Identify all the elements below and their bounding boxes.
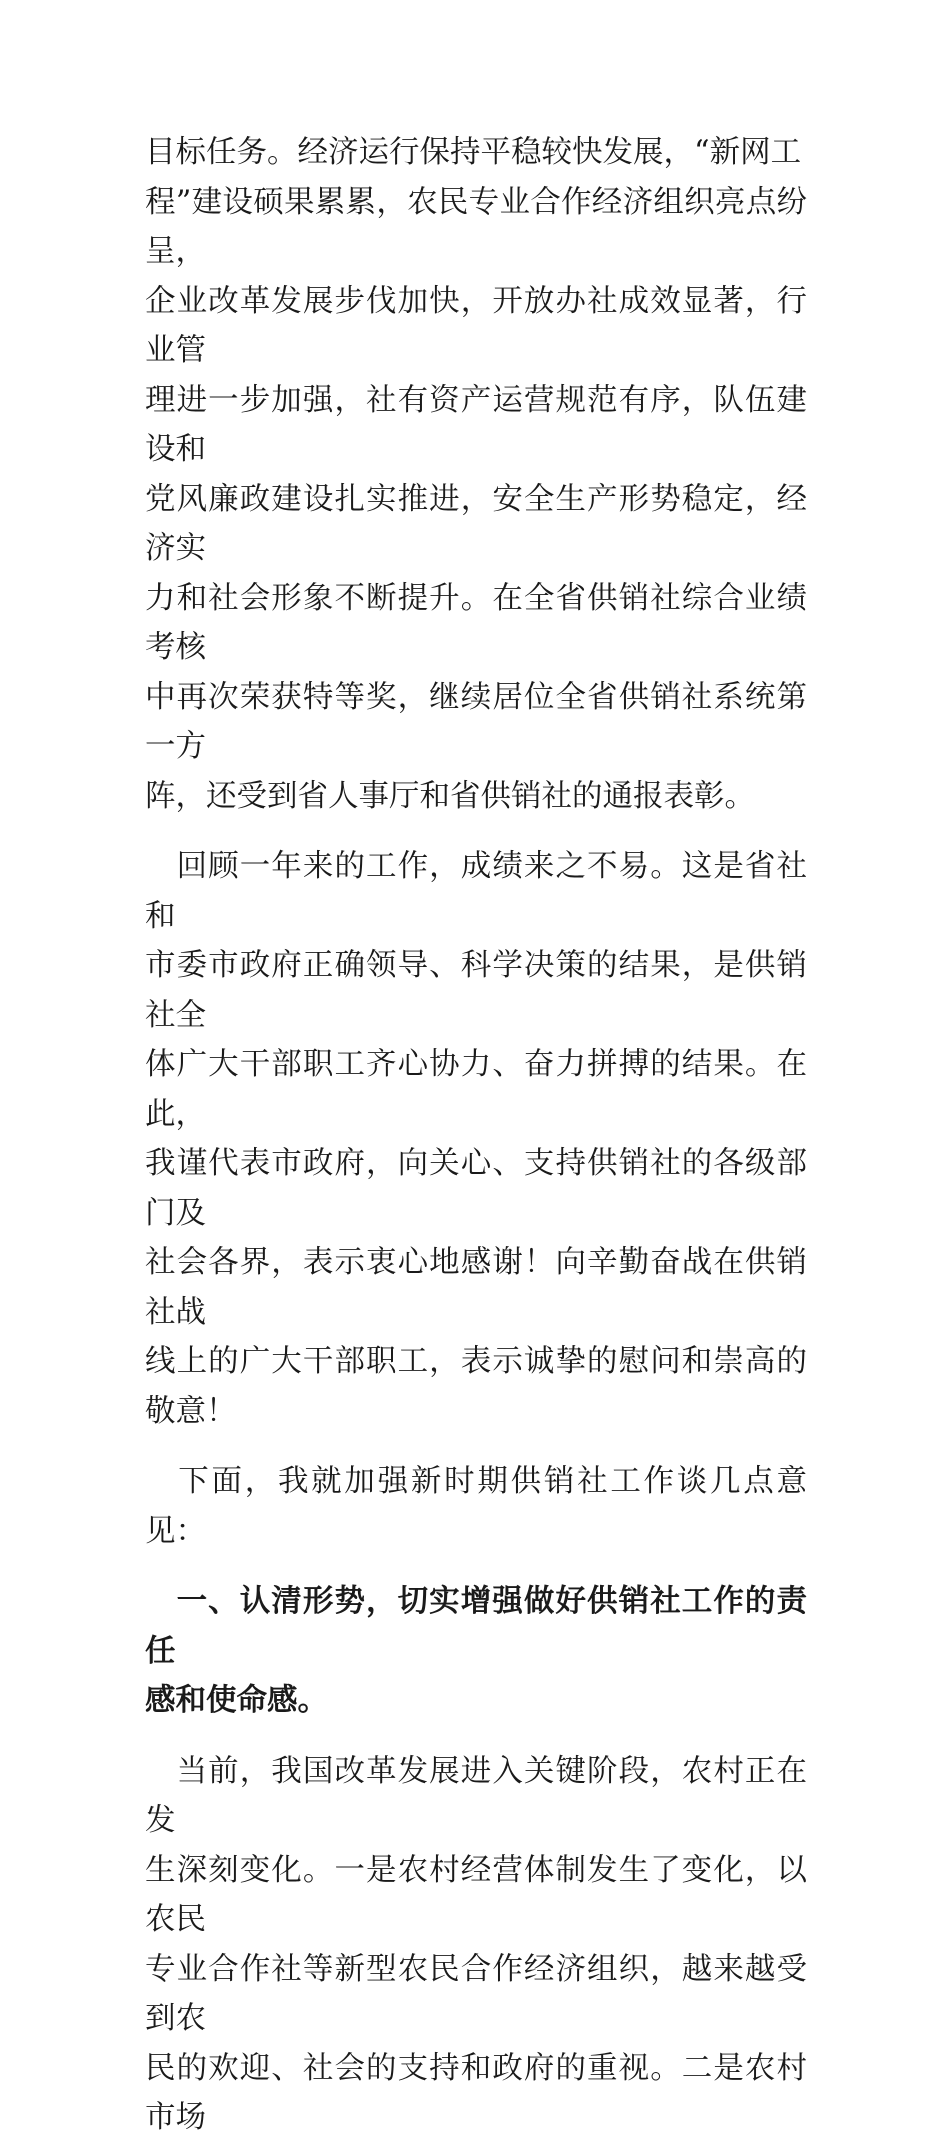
paragraph-acknowledgement: 回顾一年来的工作，成绩来之不易。这是省社和 市委市政府正确领导、科学决策的结果，是供销社全 体广大干部职工齐心协力、奋力拼搏的结果。在此， 我谨代表市政府，向关心、支持供销社的各级部门及 社会各界，表示衷心地感谢！向辛勤奋战在供销社战 线上的广大干部职工，表示诚挚的慰问和崇高的敬意！ <box>145 849 807 1429</box>
paragraph-intro: 下面，我就加强新时期供销社工作谈几点意见： <box>145 1464 807 1549</box>
section-heading: 一、认清形势，切实增强做好供销社工作的责任 感和使命感。 <box>145 1584 807 1718</box>
document-body <box>145 128 807 2143</box>
paragraph-situation: 当前，我国改革发展进入关键阶段，农村正在发 生深刻变化。一是农村经营体制发生了变化，以农民 专业合作社等新型农民合作经济组织，越来越受到农 民的欢迎、社会的支持和政府的重视。二是农村市场 <box>145 1753 807 2135</box>
paragraph-achievements: 目标任务。经济运行保持平稳较快发展，“新网工 程”建设硕果累累，农民专业合作经济组织亮点纷呈， 企业改革发展步伐加快，开放办社成效显著，行业管 理进一步加强，社有资产运营规范有序，队伍建设和 党风廉政建设扎实推进，安全生产形势稳定，经济实 力和社会形象不断提升。在全省供销社综合业绩考核 中再次荣获特等奖，继续居位全省供销社系统第一方 阵，还受到省人事厅和省供销社的通报表彰。 <box>145 135 807 814</box>
